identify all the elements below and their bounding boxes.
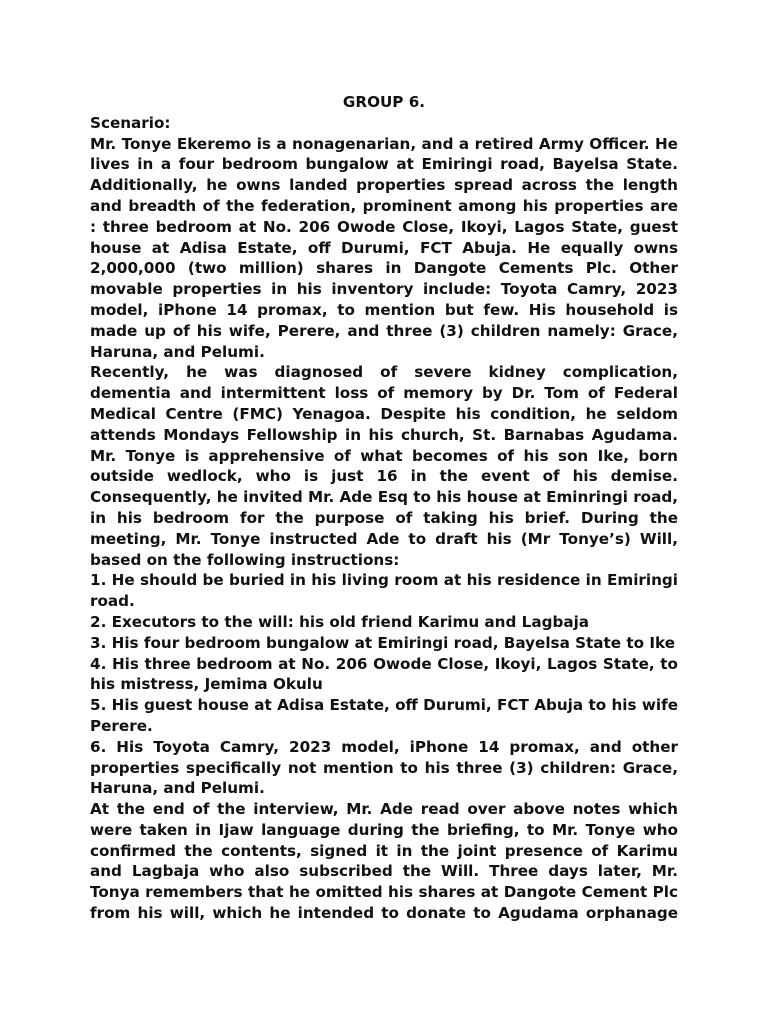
instruction-item-3: 3. His four bedroom bungalow at Emiringi road, Bayelsa State to Ike <box>90 633 676 652</box>
instruction-item-5: 5. His guest house at Adisa Estate, off Durumi, FCT Abuja to his wife Perere. <box>90 696 678 735</box>
document-title: GROUP 6. <box>342 93 426 111</box>
instruction-item-1: 1. He should be buried in his living room at his residence in Emiringi road. <box>90 571 678 611</box>
scenario-paragraph-3: At the end of the interview, Mr. Ade read over above notes which were taken in Ijaw language during the briefing, to Mr. Tonye who confirmed the contents, signed it in the joint presence of Karimu and Lagbaja who also subscribed the Will. Three days later, Mr. Tonya remembers that he omitted his shares at Dangote Cement Plc from his will, which he intended to donate to Agudama orphanage <box>90 800 678 923</box>
document-page <box>90 92 678 924</box>
scenario-paragraph-1: Mr. Tonye Ekeremo is a nonagenarian, and a retired Army Officer. He lives in a four bedroom bungalow at Emiringi road, Bayelsa State. Additionally, he owns landed properties spread across the length and breadth of the federation, prominent among his properties are : three bedroom at No. 206 Owode Close, Ikoyi, Lagos State, guest house at Adisa Estate, off Durumi, FCT Abuja. He equally owns 2,000,000 (two million) shares in Dangote Cements Plc. Other movable properties in his inventory include: Toyota Camry, 2023 model, iPhone 14 promax, to mention but few. His household is made up of his wife, Perere, and three (3) children namely: Grace, Haruna, and Pelumi. <box>90 134 678 361</box>
scenario-paragraph-2: Recently, he was diagnosed of severe kidney complication, dementia and intermittent loss of memory by Dr. Tom of Federal Medical Centre (FMC) Yenagoa. Despite his condition, he seldom attends Mondays Fellowship in his church, St. Barnabas Agudama. Mr. Tonye is apprehensive of what becomes of his son Ike, born outside wedlock, who is just 16 in the event of his demise. Consequently, he invited Mr. Ade Esq to his house at Eminringi road, in his bedroom for the purpose of taking his brief. During the meeting, Mr. Tonye instructed Ade to draft his (Mr Tonye’s) Will, based on the following instructions: <box>90 363 679 569</box>
scenario-heading: Scenario: <box>90 113 171 132</box>
instruction-item-2: 2. Executors to the will: his old friend Karimu and Lagbaja <box>90 612 590 631</box>
instruction-item-4: 4. His three bedroom at No. 206 Owode Close, Ikoyi, Lagos State, to his mistress, Jemima Okulu <box>90 654 678 694</box>
instruction-item-6: 6. His Toyota Camry, 2023 model, iPhone 14 promax, and other properties specifically not mention to his three (3) children: Grace, Haruna, and Pelumi. <box>90 737 678 798</box>
